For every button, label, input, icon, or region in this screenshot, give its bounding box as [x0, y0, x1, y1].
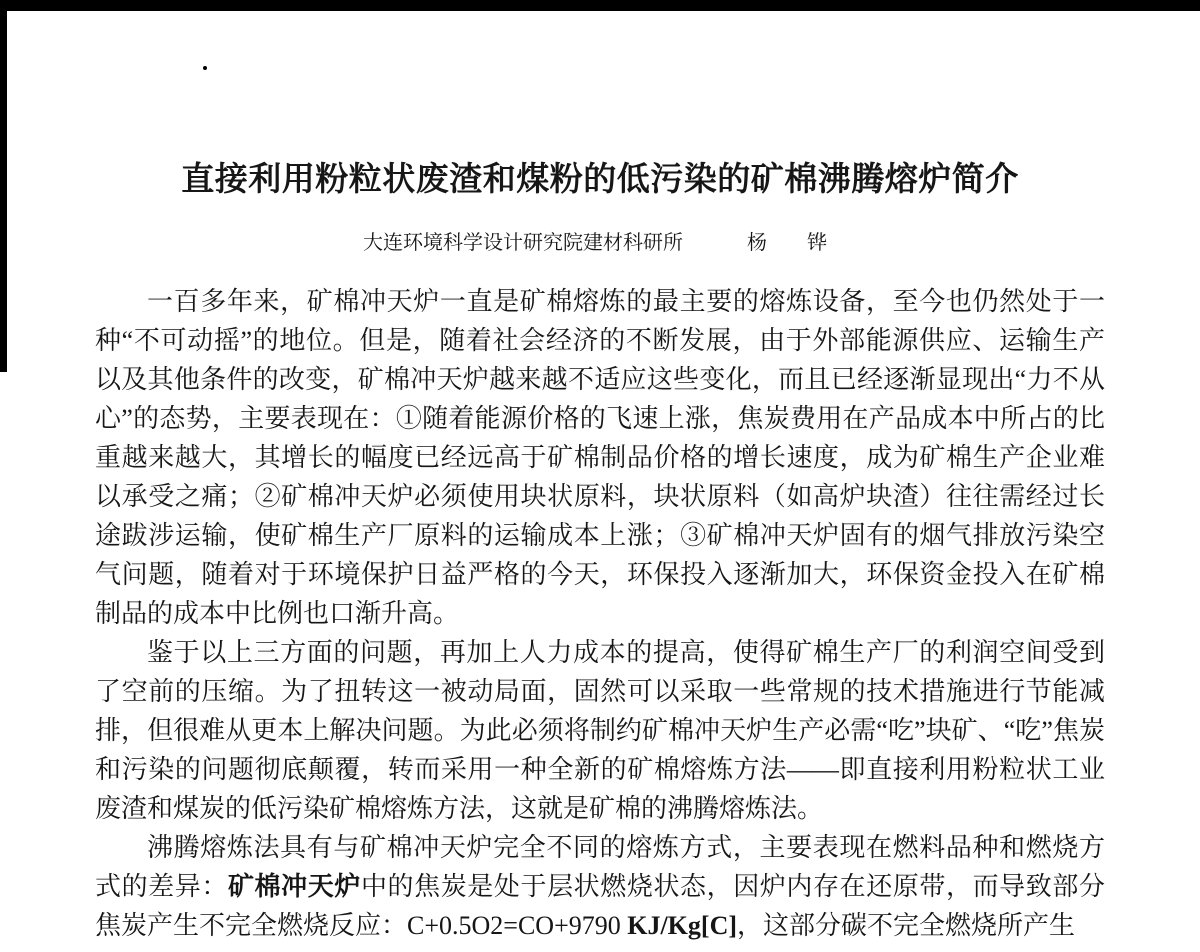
bold-text: 矿棉冲天炉: [227, 872, 361, 901]
paragraph: [95, 828, 1105, 945]
body-text: ，这部分碳不完全燃烧所产生: [737, 911, 1076, 940]
document-title: 直接利用粉粒状废渣和煤粉的低污染的矿棉沸腾熔炉简介: [181, 162, 1019, 198]
byline: [0, 230, 1200, 256]
bold-text: KJ/Kg[C]: [627, 911, 737, 940]
document-body: [0, 282, 1200, 945]
body-text: 沸腾熔炼法具有与矿棉冲天炉完全不同的熔炼方式，主要表现在燃料品种和燃烧方式的差异：: [95, 833, 1105, 901]
paragraph: [95, 282, 1105, 633]
body-text: 一百多年来，矿棉冲天炉一直是矿棉熔炼的最主要的熔炼设备，至今也仍然处于一种“不可动摇”的地位。但是，随着社会经济的不断发展，由于外部能源供应、运输生产以及其他条件的改变，矿棉冲天炉越来越不适应这些变化，而且已经逐渐显现出“力不从心”的态势，主要表现在：①随着能源价格的飞速上涨，焦炭费用在产品成本中所占的比重越来越大，其增长的幅度已经远高于矿棉制品价格的增长速度，成为矿棉生产企业难以承受之痛；②矿棉冲天炉必须使用块状原料，块状原料（如高炉块渣）往往需经过长途跋涉运输，使矿棉生产厂原料的运输成本上涨；③矿棉冲天炉固有的烟气排放污染空气问题，随着对于环境保护日益严格的今天，环保投入逐渐加大，环保资金投入在矿棉制品的成本中比例也口渐升高。: [95, 287, 1105, 628]
body-text: 中的焦炭是处于层状燃烧状态，因炉内存在还原带，而导致部分焦炭产生不完全燃烧反应：C+0.5O2=CO+9790: [95, 872, 1105, 940]
scan-artifact-top-edge: [0, 0, 1200, 11]
scan-artifact-left-edge: [0, 0, 7, 372]
author-name: 杨 铧: [747, 232, 837, 254]
body-text: 鉴于以上三方面的问题，再加上人力成本的提高，使得矿棉生产厂的利润空间受到了空前的压缩。为了扭转这一被动局面，固然可以采取一些常规的技术措施进行节能减排，但很难从更本上解决问题。为此必须将制约矿棉冲天炉生产必需“吃”块矿、“吃”焦炭和污染的问题彻底颠覆，转而采用一种全新的矿棉熔炼方法——即直接利用粉粒状工业废渣和煤炭的低污染矿棉熔炼方法，这就是矿棉的沸腾熔炼法。: [95, 638, 1105, 823]
paragraph: [95, 633, 1105, 828]
affiliation: 大连环境科学设计研究院建材科研所: [363, 232, 683, 254]
scan-artifact-dot: [203, 66, 207, 70]
